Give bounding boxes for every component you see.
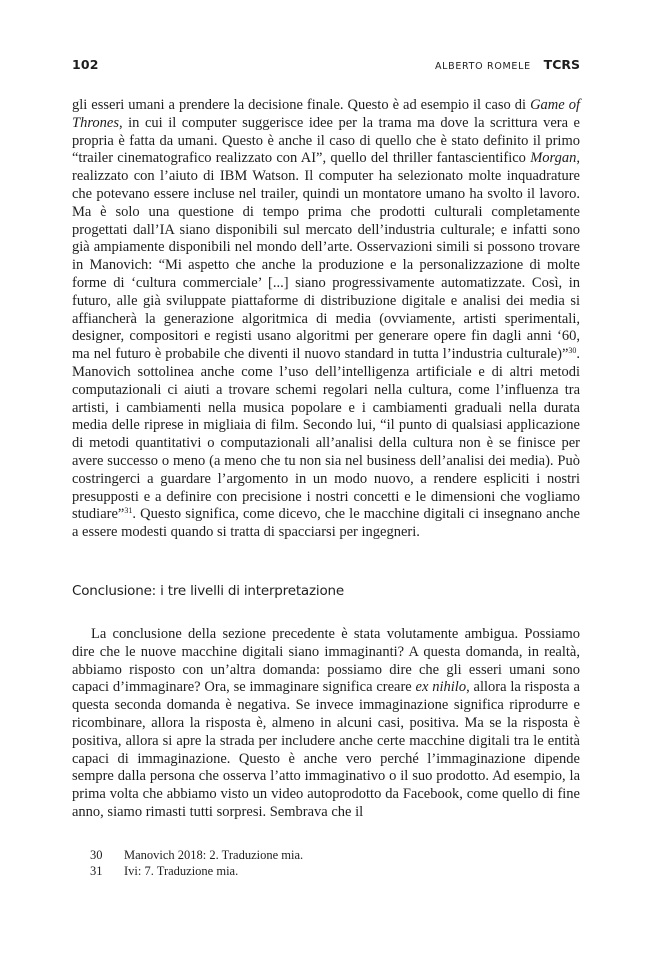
italic-title: Game of Thrones: [72, 97, 580, 131]
text-run: , realizzato con l’aiuto di IBM Watson. Il computer ha selezionato molte inquadrature che potevano essere incluse nel trailer, quindi un montatore umano ha svolto il lavoro. Ma è solo una questione di tempo prima che prodotti culturali completamente progettati dall’IA siano disponibili sul mercato dell’industria culturale; e infatti sono già ampiamente disponibili nel mondo dell’arte. Osservazioni simili si possono trovare in Manovich: “Mi aspetto che anche la produzione e la personalizzazione di molte forme di ‘cultura commerciale’ [...] siano progressivamente automatizzate. Così, in futuro, alle già sviluppate piattaforme di distribuzione digitale e analisi dei media si affiancherà la generazione algoritmica di media (ovviamente, artisti sperimentali, designer, compositori e registi usano algoritmi per generare opere fin dagli anni ‘60, ma nel futuro è probabile che diventi il nuovo standard in tutta l’industria culturale)”: [72, 150, 580, 363]
footnote-text: Manovich 2018: 2. Traduzione mia.: [124, 848, 304, 862]
text-run: , allora la risposta a questa seconda domanda è negativa. Se invece immaginazione significa riprodurre e ricombinare, allora la risposta è, almeno in alcuni casi, positiva. Ma se la risposta è positiva, allora si apre la strada per includere anche certe macchine digitali tra le entità capaci di immaginazione. Questo è anche vero perché l’immaginazione dipende sempre dalla persona che osserva l’atto immaginativo o il suo prodotto. Ad esempio, la prima volta che abbiamo visto un video autoprodotto da Facebook, come quello di fine anno, siamo rimasti tutti sorpresi. Sembrava che il: [72, 679, 580, 820]
section-heading: Conclusione: i tre livelli di interpretazione: [72, 583, 344, 599]
italic-title: Morgan: [530, 150, 577, 167]
text-run: , in cui il computer suggerisce idee per la trama ma dove la scrittura vera e propria è fatta da umani. Questo è anche il caso di quello che è stato definito il primo “trailer cinematografico realizzato con AI”, quello del thriller fantascientifico: [72, 114, 580, 167]
italic-term: ex nihilo: [415, 679, 467, 696]
page-number: 102: [72, 57, 99, 72]
footnote-number: 31: [90, 864, 103, 878]
footnote: [72, 847, 580, 863]
running-head: [435, 57, 580, 72]
body-paragraph-1: [72, 97, 580, 542]
footnote-ref-31[interactable]: 31: [124, 506, 133, 516]
text-run: La conclusione della sezione precedente è stata volutamente ambigua. Possiamo dire che le nuove macchine digitali siano immaginanti? A questa domanda, in realtà, abbiamo risposto con un’altra domanda: possiamo dire che gli esseri umani sono capaci d’immaginare? Ora, se immaginare significa creare: [72, 626, 580, 696]
footnote: [72, 863, 580, 879]
journal-abbreviation: TCRS: [543, 57, 580, 72]
footnote-text: Ivi: 7. Traduzione mia.: [124, 864, 239, 878]
text-run: . Questo significa, come dicevo, che le macchine digitali ci insegnano anche a essere modesti quando si tratta di spacciarsi per ingegneri.: [72, 506, 580, 541]
author-name: ALBERTO ROMELE: [434, 61, 531, 72]
running-header: [72, 57, 580, 75]
footnotes: [72, 847, 580, 879]
body-paragraph-2: [72, 626, 580, 822]
text-run: gli esseri umani a prendere la decisione finale. Questo è ad esempio il caso di: [72, 97, 531, 113]
text-run: . Manovich sottolinea anche come l’uso dell’intelligenza artificiale e di altri metodi computazionali ci aiuti a trovare schemi regolari nella cultura, come l’influenza tra artisti, i cambiamenti nella musica popolare e i cambiamenti graduali nella durata media delle riprese in migliaia di film. Secondo lui, “il punto di qualsiasi applicazione di metodi quantitativi o computazionali all’analisi della cultura non è se finisce per avere successo o meno (a meno che tu non sia nel business dell’analisi dei media). Può costringerci a guardare l’argomento in un modo nuovo, a rendere espliciti i nostri presupposti e a definire con precisione i nostri concetti e le dimensioni che vogliamo studiare”: [72, 346, 580, 523]
footnote-number: 30: [90, 848, 103, 862]
footnote-ref-30[interactable]: 30: [568, 346, 577, 356]
